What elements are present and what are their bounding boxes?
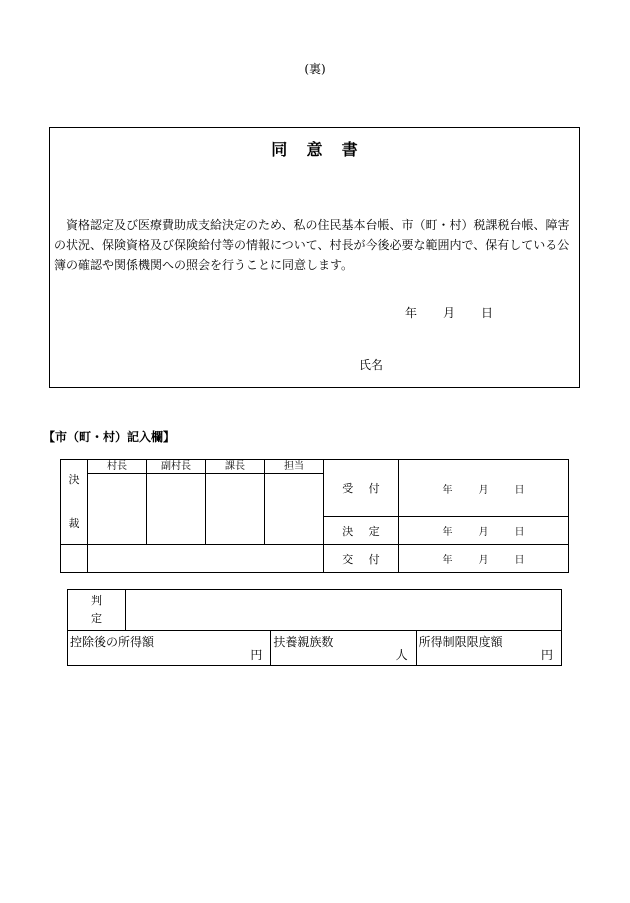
judgement-table (67, 589, 562, 666)
receipt-year: 年 (442, 484, 453, 496)
stamp-spacer (88, 545, 324, 573)
decision-day: 日 (514, 527, 525, 538)
judgement-label-top: 判 (91, 594, 102, 607)
income-after-deduction-unit: 円 (250, 648, 263, 662)
role-village-head: 村長 (88, 460, 147, 474)
kessai-top: 決 (68, 473, 80, 486)
income-after-deduction-label: 控除後の所得額 (70, 635, 155, 649)
judgement-label (68, 590, 126, 631)
approval-table (60, 459, 569, 573)
income-after-deduction-field[interactable] (68, 631, 271, 666)
step-receipt: 受付 (324, 460, 399, 517)
stamp-village-head[interactable] (88, 474, 147, 545)
stamp-section-chief[interactable] (206, 474, 265, 545)
section-heading: 【市（町・村）記入欄】 (43, 430, 176, 444)
consent-date (405, 304, 519, 321)
receipt-day: 日 (514, 484, 525, 496)
role-deputy-village-head: 副村長 (147, 460, 206, 474)
decision-month: 月 (478, 527, 489, 538)
stamp-staff[interactable] (265, 474, 324, 545)
kessai-spacer (61, 545, 88, 573)
consent-title: 同意書 (271, 140, 377, 159)
judgement-label-bottom: 定 (91, 612, 102, 625)
decision-date[interactable] (399, 517, 569, 545)
decision-year: 年 (442, 527, 453, 538)
income-limit-label: 所得制限限度額 (418, 635, 503, 649)
issuance-day: 日 (514, 555, 525, 566)
step-decision: 決定 (324, 517, 399, 545)
receipt-month: 月 (478, 484, 489, 496)
page-side-mark: (裏) (304, 62, 326, 76)
consent-body: 資格認定及び医療費助成支給決定のため、私の住民基本台帳、市（町・村）税課税台帳、障害の状況、保険資格及び保険給付等の情報について、村長が今後必要な範囲内で、保有している公簿の確認や関係機関への照会を行うことに同意します。 (54, 218, 570, 272)
kessai-bottom: 裁 (68, 517, 80, 530)
receipt-date[interactable] (399, 460, 569, 517)
step-issuance: 交付 (324, 545, 399, 573)
stamp-deputy-village-head[interactable] (147, 474, 206, 545)
date-year-label: 年 (405, 306, 418, 320)
issuance-year: 年 (442, 555, 453, 566)
issuance-month: 月 (478, 555, 489, 566)
dependents-count-field[interactable] (271, 631, 416, 666)
judgement-result-field[interactable] (126, 590, 562, 631)
income-limit-unit: 円 (540, 648, 553, 662)
dependents-count-unit: 人 (395, 648, 408, 662)
income-limit-field[interactable] (416, 631, 561, 666)
dependents-count-label: 扶養親族数 (273, 635, 334, 649)
kessai-label (61, 460, 88, 545)
date-month-label: 月 (443, 306, 456, 320)
date-day-label: 日 (481, 306, 494, 320)
role-section-chief: 課長 (206, 460, 265, 474)
name-label: 氏名 (359, 358, 384, 372)
role-staff: 担当 (265, 460, 324, 474)
issuance-date[interactable] (399, 545, 569, 573)
